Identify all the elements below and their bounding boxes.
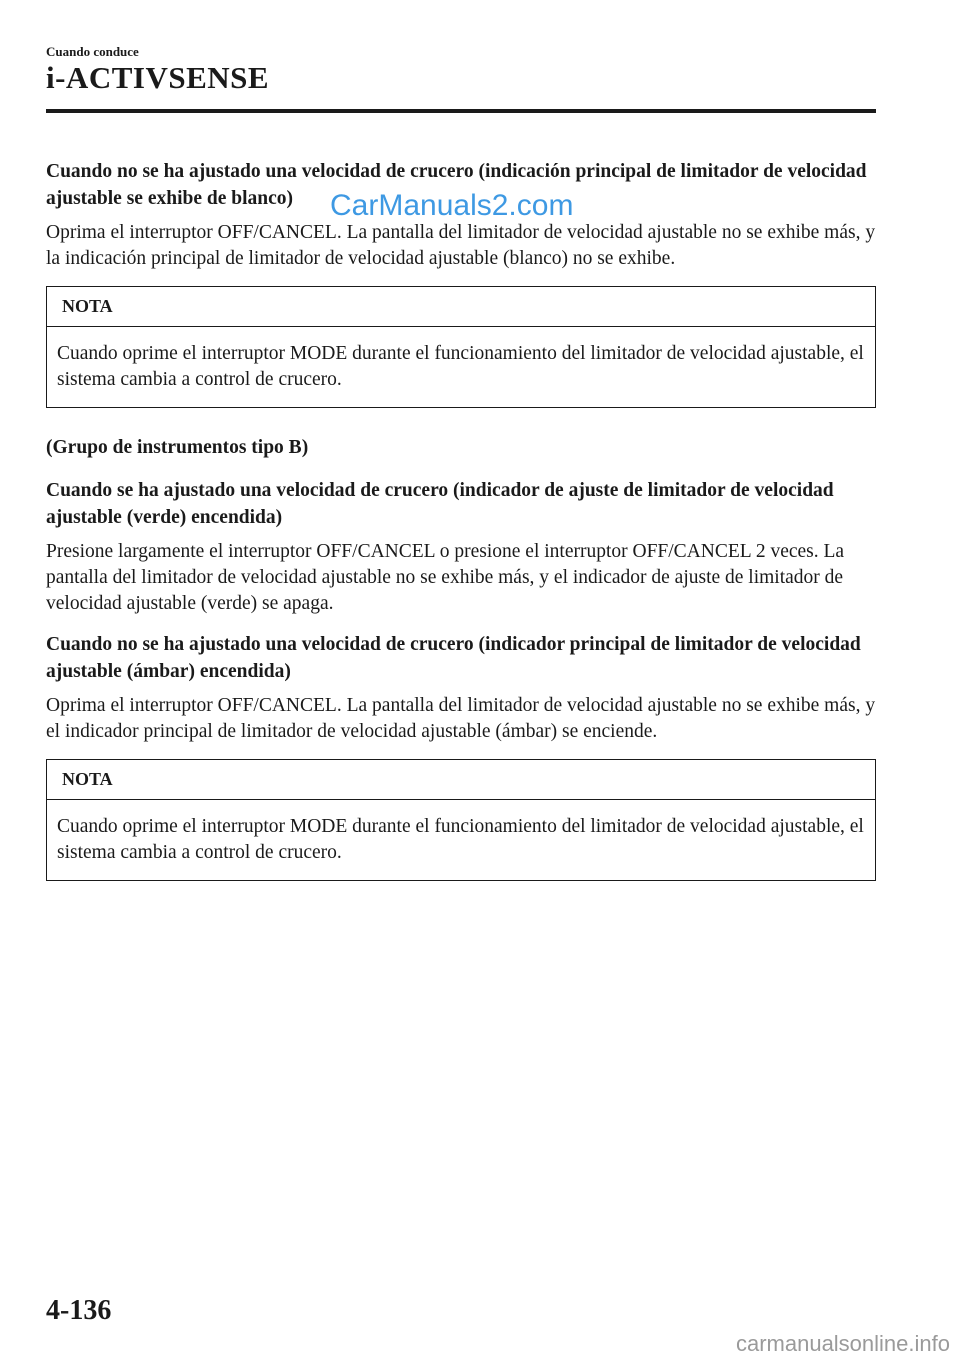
note-box-1	[46, 286, 876, 408]
note-label: NOTA	[47, 287, 875, 327]
heading-speed-set-green: Cuando se ha ajustado una velocidad de crucero (indicador de ajuste de limitador de velocidad ajustable (verde) encendida)	[46, 480, 834, 528]
note-text: Cuando oprime el interruptor MODE durante el funcionamiento del limitador de velocidad ajustable, el sistema cambia a control de crucero.	[57, 343, 864, 390]
heading-no-speed-set-white: Cuando no se ha ajustado una velocidad de crucero (indicación principal de limitador de velocidad ajustable se exhibe de blanco)	[46, 161, 867, 209]
running-header-section: Cuando conduce	[46, 44, 139, 59]
note-box-2	[46, 759, 876, 881]
footer-watermark: carmanualsonline.info	[735, 1331, 950, 1356]
header-divider	[46, 109, 876, 113]
paragraph-no-speed-set-white: Oprima el interruptor OFF/CANCEL. La pantalla del limitador de velocidad ajustable no se exhibe más, y la indicación principal de limitador de velocidad ajustable (blanco) no se exhibe.	[46, 222, 876, 269]
note-text: Cuando oprime el interruptor MODE durante el funcionamiento del limitador de velocidad ajustable, el sistema cambia a control de crucero.	[57, 816, 864, 863]
paragraph-speed-set-green: Presione largamente el interruptor OFF/CANCEL o presione el interruptor OFF/CANCEL 2 veces. La pantalla del limitador de velocidad ajustable no se exhibe más, y el indicador de ajuste de limitador de velocidad ajustable (verde) se apaga.	[46, 541, 845, 614]
page-content	[46, 158, 876, 907]
running-header-title: i-ACTIVSENSE	[46, 60, 270, 95]
note-label: NOTA	[47, 760, 875, 800]
watermark-text: CarManuals2.com	[330, 189, 574, 222]
page-number: 4-136	[46, 1295, 112, 1326]
heading-cluster-type-b: (Grupo de instrumentos tipo B)	[46, 437, 309, 458]
heading-no-speed-set-amber: Cuando no se ha ajustado una velocidad de crucero (indicador principal de limitador de velocidad ajustable (ámbar) encendida)	[46, 634, 861, 682]
paragraph-no-speed-set-amber: Oprima el interruptor OFF/CANCEL. La pantalla del limitador de velocidad ajustable no se exhibe más, y el indicador principal de limitador de velocidad ajustable (ámbar) se enciende.	[46, 695, 876, 742]
